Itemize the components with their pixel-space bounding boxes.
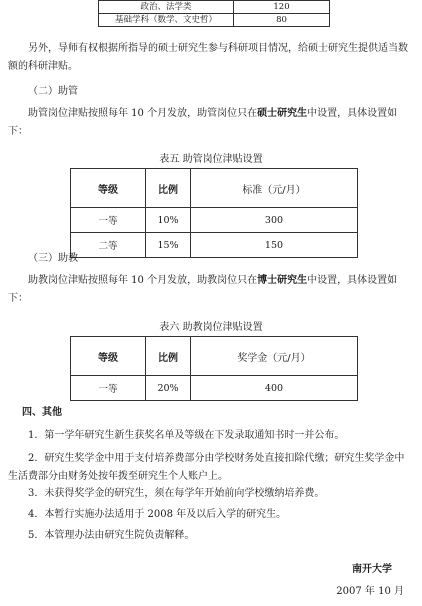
ratio-cell: 10% — [146, 208, 191, 233]
value-cell: 80 — [234, 14, 330, 27]
list-item: 1．第一学年研究生新生获奖名单及等级在下发录取通知书时一并公布。 — [28, 430, 345, 441]
section3-paragraph: 助教岗位津贴按照每年 10 个月发放，助教岗位只在博士研究生中设置，具体设置如下： — [8, 275, 398, 304]
header-amount: 标准（元/月） — [191, 169, 358, 208]
header-amount: 奖学金（元/月） — [191, 337, 358, 376]
header-ratio: 比例 — [146, 169, 191, 208]
amount-cell: 400 — [191, 376, 358, 401]
table-row — [71, 233, 358, 258]
ratio-cell: 20% — [146, 376, 191, 401]
subject-cell: 政治、法学类 — [99, 1, 234, 14]
section4-heading: 四、其他 — [22, 407, 62, 418]
ratio-cell: 15% — [146, 233, 191, 258]
amount-cell: 300 — [191, 208, 358, 233]
list-item: 5．本管理办法由研究生院负责解释。 — [28, 530, 195, 541]
value-cell: 120 — [234, 1, 330, 14]
level-cell: 一等 — [71, 208, 146, 233]
table-header-row — [71, 169, 358, 208]
table5 — [70, 168, 358, 258]
table6-caption: 表六 助教岗位津贴设置 — [159, 322, 263, 333]
section2-paragraph: 助管岗位津贴按照每年 10 个月发放，助管岗位只在硕士研究生中设置，具体设置如下： — [8, 108, 398, 137]
header-ratio: 比例 — [146, 337, 191, 376]
signature-org: 南开大学 — [352, 564, 392, 575]
table5-caption: 表五 助管岗位津贴设置 — [159, 154, 263, 165]
table-row — [71, 376, 358, 401]
signature-date: 2007 年 10 月 — [336, 586, 404, 597]
header-level: 等级 — [71, 169, 146, 208]
table-header-row — [71, 337, 358, 376]
list-item: 2．研究生奖学金中用于支付培养费部分由学校财务处直接扣除代缴；研究生奖学金中生活费部分由财务处按年拨至研究生个人账户上。 — [8, 453, 405, 482]
table-row — [71, 208, 358, 233]
extra-paragraph: 另外，导师有权根据所指导的硕士研究生参与科研项目情况，给硕士研究生提供适当数额的科研津贴。 — [8, 43, 408, 72]
list-item: 4．本暂行实施办法适用于 2008 年及以后入学的研究生。 — [28, 509, 287, 520]
table-row — [99, 14, 330, 27]
section2-bold: 硕士研究生 — [257, 108, 308, 119]
section2-heading: （二）助管 — [28, 86, 78, 97]
section3-bold: 博士研究生 — [257, 275, 308, 286]
list-item: 3．未获得奖学金的研究生，须在每学年开始前向学校缴纳培养费。 — [28, 488, 325, 499]
header-level: 等级 — [71, 337, 146, 376]
amount-cell: 150 — [191, 233, 358, 258]
top-table — [98, 0, 330, 27]
level-cell: 二等 — [71, 233, 146, 258]
subject-cell: 基础学科（数学、文史哲） — [99, 14, 234, 27]
table6 — [70, 336, 358, 401]
section3-heading: （三）助教 — [28, 253, 78, 264]
level-cell: 一等 — [71, 376, 146, 401]
table-row — [99, 1, 330, 14]
